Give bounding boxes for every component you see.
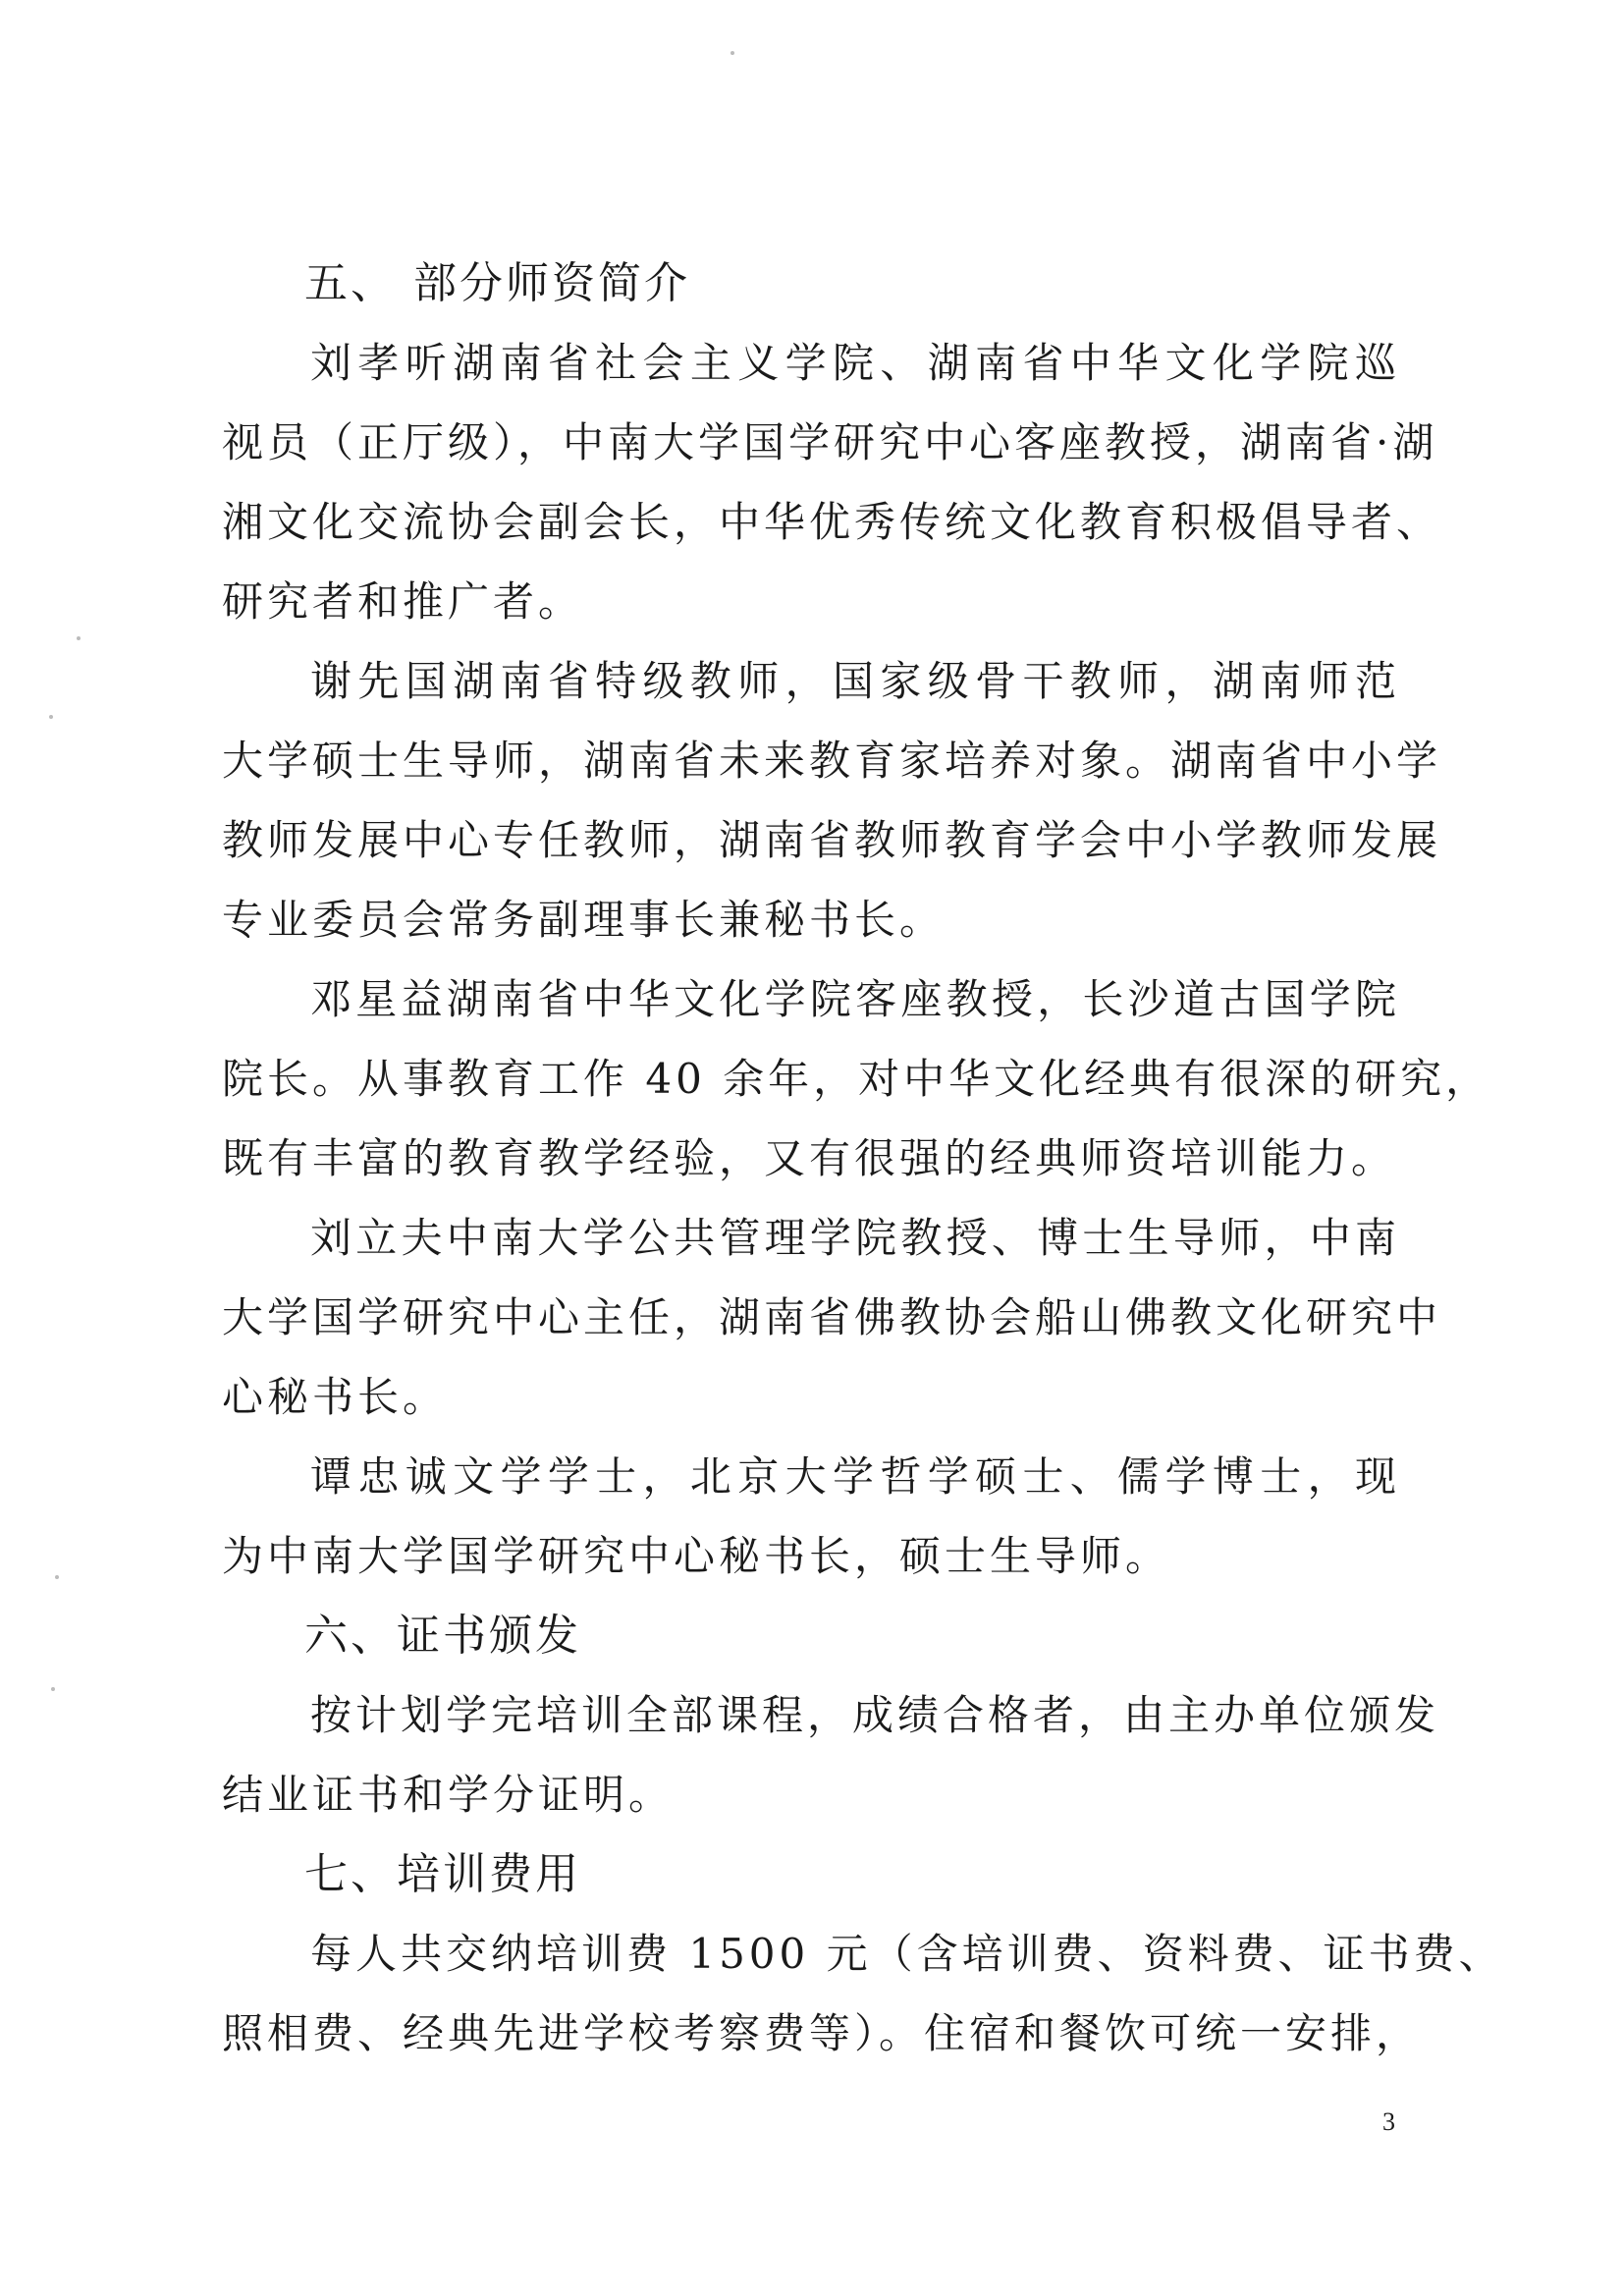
faculty-line xyxy=(222,1198,1400,1278)
section-heading-faculty: 五、 部分师资简介 xyxy=(304,258,690,308)
faculty-entry xyxy=(222,959,1491,1198)
faculty-line: 湘文化交流协会副会长，中华优秀传统文化教育积极倡导者、 xyxy=(222,498,1442,546)
faculty-bio-text: 中南大学公共管理学院教授、博士生导师，中南 xyxy=(446,1214,1400,1262)
fees-line: 每人共交纳培训费 1500 元（含培训费、资料费、证书费、 xyxy=(310,1930,1504,1978)
faculty-line: 既有丰富的教育教学经验，又有很强的经典师资培训能力。 xyxy=(222,1134,1397,1182)
faculty-line: 研究者和推广者。 xyxy=(222,577,584,626)
certificate-line: 结业证书和学分证明。 xyxy=(222,1771,675,1819)
scan-speck xyxy=(77,636,81,640)
faculty-line: 大学国学研究中心主任，湖南省佛教协会船山佛教文化研究中 xyxy=(222,1293,1442,1341)
faculty-name: 谭忠诚 xyxy=(310,1452,454,1501)
document-body xyxy=(222,244,1504,2073)
faculty-name: 谢先国 xyxy=(310,657,454,705)
faculty-bio-text: 湖南省特级教师，国家级骨干教师，湖南师范 xyxy=(453,657,1400,705)
faculty-line: 院长。从事教育工作 40 余年，对中华文化经典有很深的研究， xyxy=(222,1055,1491,1103)
scan-speck xyxy=(55,1575,59,1579)
faculty-bio-text: 湖南省中华文化学院客座教授，长沙道古国学院 xyxy=(446,975,1400,1023)
scan-speck xyxy=(51,1687,55,1691)
scan-speck xyxy=(49,715,53,719)
faculty-entry xyxy=(222,1198,1442,1437)
certificate-line: 按计划学完培训全部课程，成绩合格者，由主办单位颁发 xyxy=(310,1691,1440,1739)
faculty-entry xyxy=(222,1437,1400,1596)
faculty-bio-text: 文学学士，北京大学哲学硕士、儒学博士，现 xyxy=(453,1452,1400,1501)
faculty-line: 心秘书长。 xyxy=(222,1373,449,1421)
section-heading-fees: 七、培训费用 xyxy=(304,1849,581,1899)
fees-line: 照相费、经典先进学校考察费等）。住宿和餐饮可统一安排， xyxy=(222,2009,1422,2057)
page-number: 3 xyxy=(1382,2107,1395,2136)
faculty-name: 刘立夫 xyxy=(310,1214,447,1262)
faculty-line: 大学硕士生导师，湖南省未来教育家培养对象。湖南省中小学 xyxy=(222,737,1442,785)
faculty-line: 为中南大学国学研究中心秘书长，硕士生导师。 xyxy=(222,1532,1171,1580)
faculty-line: 专业委员会常务副理事长兼秘书长。 xyxy=(222,896,946,944)
scan-speck xyxy=(730,51,734,55)
faculty-entry xyxy=(222,323,1442,641)
fees-text xyxy=(222,1914,1504,2073)
faculty-line xyxy=(222,323,1400,403)
faculty-line: 视员（正厅级），中南大学国学研究中心客座教授，湖南省·湖 xyxy=(222,418,1438,466)
faculty-name: 刘孝听 xyxy=(310,339,454,387)
faculty-line: 教师发展中心专任教师，湖南省教师教育学会中小学教师发展 xyxy=(222,816,1442,864)
faculty-entry xyxy=(222,641,1442,959)
faculty-line xyxy=(222,959,1400,1039)
faculty-line xyxy=(222,641,1400,721)
certificate-text xyxy=(222,1675,1440,1834)
faculty-bio-text: 湖南省社会主义学院、湖南省中华文化学院巡 xyxy=(453,339,1400,387)
faculty-name: 邓星益 xyxy=(310,975,447,1023)
faculty-line xyxy=(222,1437,1400,1516)
section-heading-certificate: 六、证书颁发 xyxy=(304,1611,581,1661)
